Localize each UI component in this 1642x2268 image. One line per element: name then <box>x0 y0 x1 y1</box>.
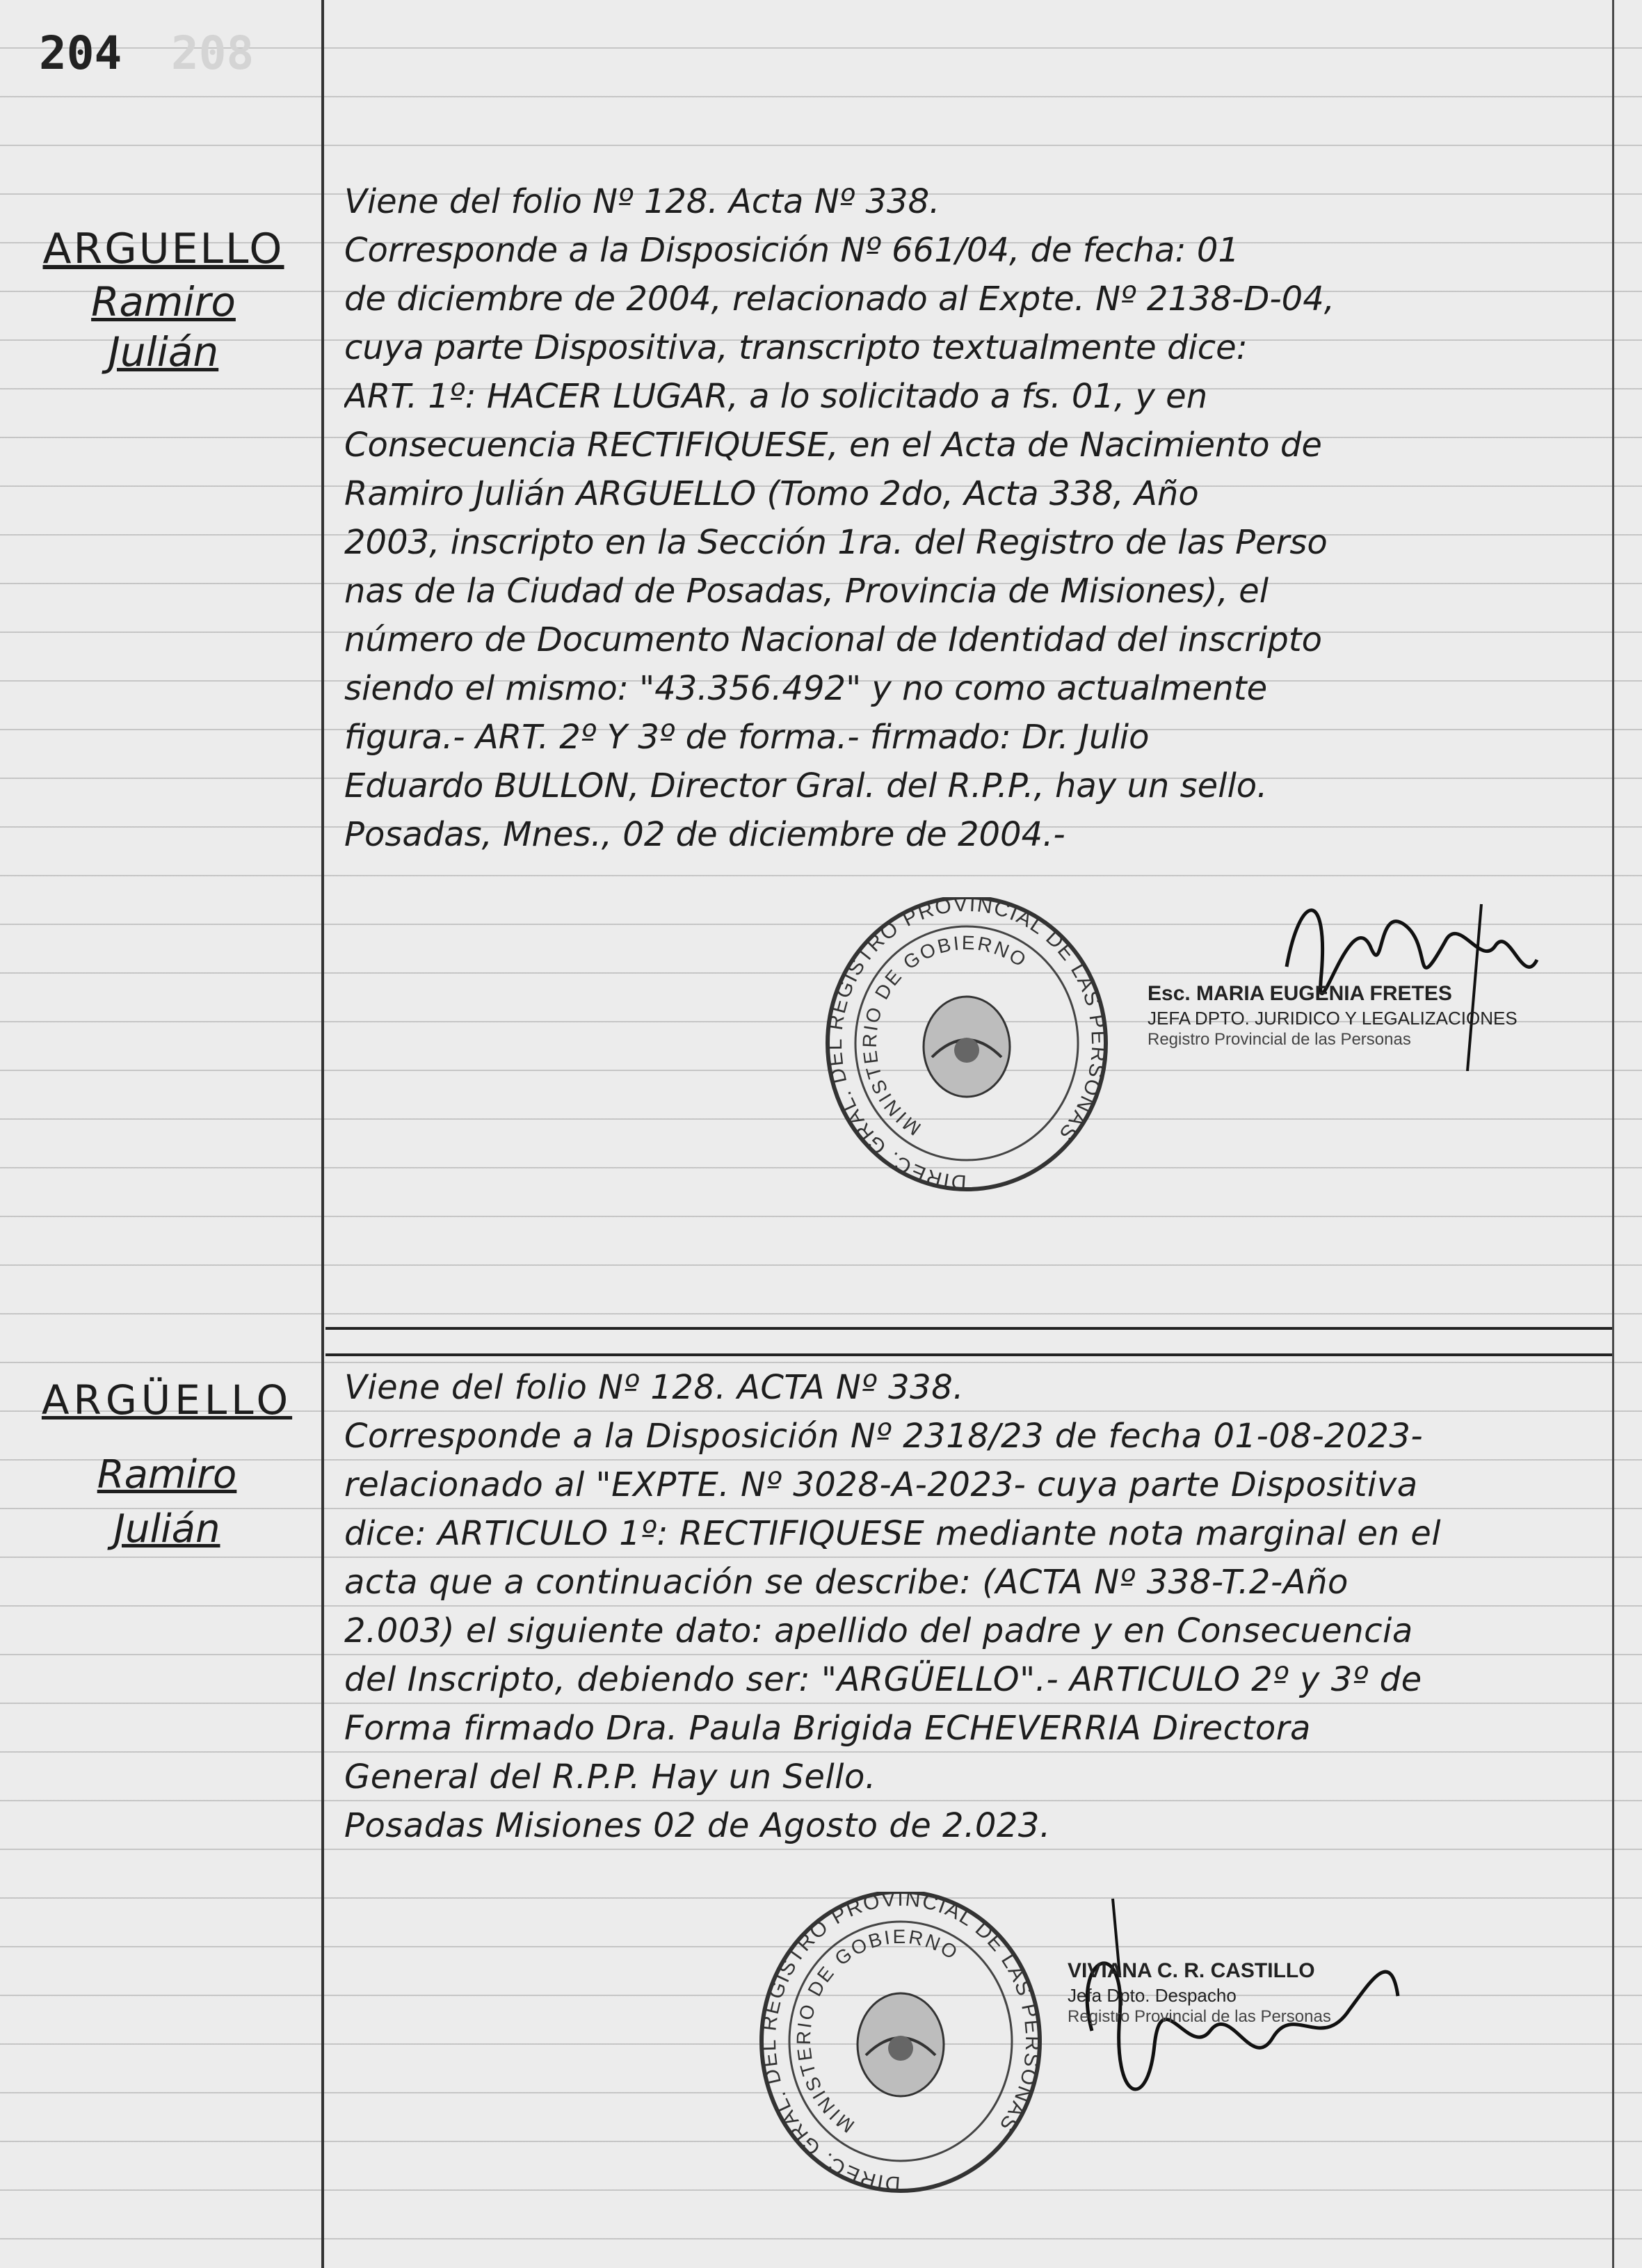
page-number: 204 <box>39 26 122 80</box>
signatory-title: JEFA DPTO. JURIDICO Y LEGALIZACIONES <box>1148 1008 1518 1029</box>
entry1-line: Eduardo BULLON, Director Gral. del R.P.P., hay un sello. <box>344 766 1268 805</box>
entry2-line: dice: ARTICULO 1º: RECTIFIQUESE mediante nota marginal en el <box>344 1514 1442 1553</box>
entry2-line: del Inscripto, debiendo ser: "ARGÜELLO".- ARTICULO 2º y 3º de <box>344 1660 1422 1699</box>
entry2-line: Forma firmado Dra. Paula Brigida ECHEVERRIA Directora <box>344 1709 1311 1748</box>
entry1-given-name-2: Julián <box>108 328 219 376</box>
entry1-line: ART. 1º: HACER LUGAR, a lo solicitado a fs. 01, y en <box>344 377 1208 416</box>
entry1-line: Corresponde a la Disposición Nº 661/04, de fecha: 01 <box>344 231 1239 270</box>
entry2-line: 2.003) el siguiente dato: apellido del padre y en Consecuencia <box>344 1611 1413 1650</box>
signatory-title: Jefa Dpto. Despacho <box>1068 1985 1237 2006</box>
entry1-signature-block <box>1148 981 1518 1050</box>
seal-inner-text: MINISTERIO DE GOBIERNO <box>858 931 1032 1140</box>
entry1-line: número de Documento Nacional de Identidad del inscripto <box>344 620 1322 659</box>
entry2-line: Posadas Misiones 02 de Agosto de 2.023. <box>344 1806 1051 1845</box>
entry1-line: Ramiro Julián ARGUELLO (Tomo 2do, Acta 338, Año <box>344 474 1199 513</box>
entry2-surname: ARGÜELLO <box>41 1376 293 1424</box>
seal-inner-text: MINISTERIO DE GOBIERNO <box>792 1925 963 2137</box>
entry1-surname: ARGUELLO <box>42 225 284 273</box>
entry2-given-name-1: Ramiro <box>97 1452 237 1497</box>
entry1-line: cuya parte Dispositiva, transcripto textualmente dice: <box>344 328 1248 367</box>
signatory-organization: Registro Provincial de las Personas <box>1068 2007 1331 2026</box>
entry-divider <box>325 1327 1612 1330</box>
official-seal-stamp <box>821 897 1113 1203</box>
entry2-line: acta que a continuación se describe: (ACTA Nº 338-T.2-Año <box>344 1563 1349 1602</box>
entry1-line: de diciembre de 2004, relacionado al Expte. Nº 2138-D-04, <box>344 280 1335 319</box>
margin-rule <box>321 0 324 2268</box>
entry1-line: 2003, inscripto en la Sección 1ra. del Registro de las Perso <box>344 523 1328 562</box>
entry2-body <box>344 1363 1610 1850</box>
entry1-line: Viene del folio Nº 128. Acta Nº 338. <box>344 182 940 221</box>
entry1-line: Consecuencia RECTIFIQUESE, en el Acta de Nacimiento de <box>344 426 1322 465</box>
entry2-line: Corresponde a la Disposición Nº 2318/23 de fecha 01-08-2023- <box>344 1417 1424 1456</box>
entry2-margin-name <box>14 1370 320 1557</box>
seal-outer-text: DIREC. GRAL. DEL REGISTRO PROVINCIAL DE LAS PERSONAS <box>757 1892 1045 2196</box>
entry1-line: siendo el mismo: "43.356.492" y no como actualmente <box>344 669 1268 708</box>
official-seal-stamp <box>755 1892 1047 2205</box>
seal-outer-text: DIREC. GRAL. DEL REGISTRO PROVINCIAL DE LAS PERSONAS <box>823 897 1111 1194</box>
right-edge-rule <box>1612 0 1614 2268</box>
page-number-bleedthrough: 208 <box>171 26 255 80</box>
signatory-name: Esc. MARIA EUGENIA FRETES <box>1148 982 1452 1005</box>
entry-divider <box>325 1353 1612 1356</box>
entry1-line: Posadas, Mnes., 02 de diciembre de 2004.- <box>344 815 1065 854</box>
entry1-given-name-1: Ramiro <box>91 278 236 325</box>
signatory-organization: Registro Provincial de las Personas <box>1148 1030 1411 1049</box>
entry1-body <box>344 177 1610 859</box>
entry1-line: nas de la Ciudad de Posadas, Provincia de Misiones), el <box>344 572 1269 611</box>
entry1-line: figura.- ART. 2º Y 3º de forma.- firmado: Dr. Julio <box>344 718 1150 757</box>
entry1-margin-name <box>7 221 320 377</box>
entry2-line: relacionado al "EXPTE. Nº 3028-A-2023- cuya parte Dispositiva <box>344 1465 1418 1504</box>
entry2-given-name-2: Julián <box>113 1506 220 1552</box>
entry2-signature-block <box>1068 1958 1331 2027</box>
entry2-line: General del R.P.P. Hay un Sello. <box>344 1758 876 1796</box>
signatory-name: VIVIANA C. R. CASTILLO <box>1068 1959 1315 1982</box>
entry2-line: Viene del folio Nº 128. ACTA Nº 338. <box>344 1368 964 1407</box>
